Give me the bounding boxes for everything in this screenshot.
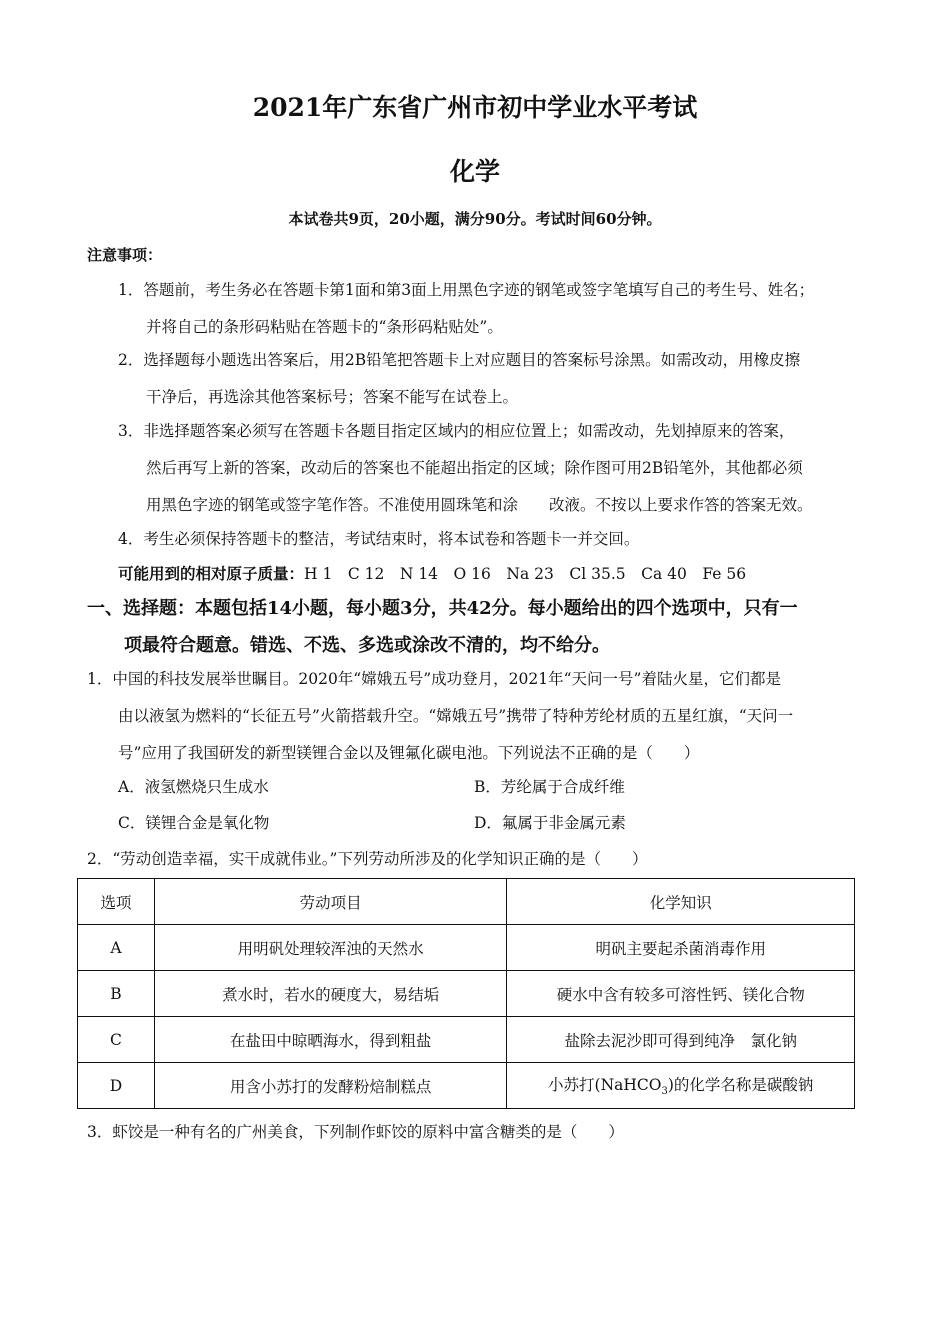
- table-row: [78, 1017, 855, 1063]
- exam-info: 本试卷共9页，20小题，满分90分。考试时间60分钟。: [288, 210, 662, 228]
- exam-title: 2021年广东省广州市初中学业水平考试: [252, 93, 698, 122]
- row-labor: 用明矾处理较浑浊的天然水: [154, 925, 507, 971]
- table-header-row: [78, 879, 855, 925]
- knowledge-subscript: 3: [661, 1086, 668, 1098]
- note-line: 用黑色字迹的钢笔或签字笔作答。不准使用圆珠笔和涂 改液。不按以上要求作答的答案无效。: [146, 496, 813, 514]
- atomic-mass-label: 可能用到的相对原子质量：: [118, 564, 305, 583]
- question-1-stem: 号”应用了我国研发的新型镁锂合金以及锂氟化碳电池。下列说法不正确的是（ ）: [118, 744, 700, 762]
- row-option: C: [78, 1017, 155, 1063]
- row-knowledge: 明矾主要起杀菌消毒作用: [507, 925, 855, 971]
- table-row: [78, 971, 855, 1017]
- note-line: 3．非选择题答案必须写在答题卡各题目指定区域内的相应位置上；如需改动，先划掉原来的答案，: [118, 422, 795, 440]
- table-row: [78, 1063, 855, 1109]
- row-option: D: [78, 1063, 155, 1109]
- note-line: 4．考生必须保持答题卡的整洁，考试结束时，将本试卷和答题卡一并交回。: [118, 530, 640, 548]
- question-1-option-b: B．芳纶属于合成纤维: [474, 778, 625, 796]
- row-option: B: [78, 971, 155, 1017]
- table-row: [78, 925, 855, 971]
- question-1-option-c: C．镁锂合金是氧化物: [118, 814, 270, 832]
- knowledge-text-post: )的化学名称是碳酸钠: [667, 1076, 814, 1095]
- question-1-option-d: D．氟属于非金属元素: [474, 814, 626, 832]
- atomic-mass-line: [118, 562, 746, 584]
- notes-title: 注意事项：: [87, 246, 163, 264]
- row-option: A: [78, 925, 155, 971]
- question-3-stem: 3．虾饺是一种有名的广州美食，下列制作虾饺的原料中富含糖类的是（ ）: [87, 1123, 624, 1141]
- row-labor: 煮水时，若水的硬度大，易结垢: [154, 971, 507, 1017]
- section-heading-line: 项最符合题意。错选、不选、多选或涂改不清的，均不给分。: [124, 635, 610, 656]
- subject-title: 化学: [449, 157, 500, 186]
- table-header-labor: 劳动项目: [154, 879, 507, 925]
- row-knowledge: [507, 1063, 855, 1109]
- question-2-stem: 2．“劳动创造幸福，实干成就伟业。”下列劳动所涉及的化学知识正确的是（ ）: [87, 850, 648, 868]
- note-line: 并将自己的条形码粘贴在答题卡的“条形码粘贴处”。: [146, 318, 503, 336]
- table-header-option: 选项: [78, 879, 155, 925]
- question-2-table: [77, 878, 855, 1109]
- row-knowledge: 硬水中含有较多可溶性钙、镁化合物: [507, 971, 855, 1017]
- table-header-knowledge: 化学知识: [507, 879, 855, 925]
- note-line: 2．选择题每小题选出答案后，用2B铅笔把答题卡上对应题目的答案标号涂黑。如需改动，用橡皮擦: [118, 351, 801, 369]
- row-knowledge: 盐除去泥沙即可得到纯净 氯化钠: [507, 1017, 855, 1063]
- row-labor: 在盐田中晾晒海水，得到粗盐: [154, 1017, 507, 1063]
- note-line: 然后再写上新的答案，改动后的答案也不能超出指定的区域；除作图可用2B铅笔外，其他都必须: [146, 459, 803, 477]
- knowledge-text-pre: 小苏打(NaHCO: [548, 1076, 662, 1095]
- section-heading-line: 一、选择题：本题包括14小题，每小题3分，共42分。每小题给出的四个选项中，只有一: [87, 598, 798, 619]
- question-1-stem: 由以液氢为燃料的“长征五号”火箭搭载升空。“嫦娥五号”携带了特种芳纶材质的五星红旗，“天问一: [118, 707, 794, 725]
- note-line: 1．答题前，考生务必在答题卡第1面和第3面上用黑色字迹的钢笔或签字笔填写自己的考生号、姓名；: [118, 281, 815, 299]
- note-line: 干净后，再选涂其他答案标号；答案不能写在试卷上。: [146, 388, 519, 406]
- row-labor: 用含小苏打的发酵粉焙制糕点: [154, 1063, 507, 1109]
- atomic-mass-values: H 1 C 12 N 14 O 16 Na 23 Cl 35.5 Ca 40 Fe 56: [304, 565, 747, 583]
- question-1-option-a: A．液氢燃烧只生成水: [118, 778, 269, 796]
- question-1-stem: 1．中国的科技发展举世瞩目。2020年“嫦娥五号”成功登月，2021年“天问一号”着陆火星，它们都是: [87, 670, 781, 688]
